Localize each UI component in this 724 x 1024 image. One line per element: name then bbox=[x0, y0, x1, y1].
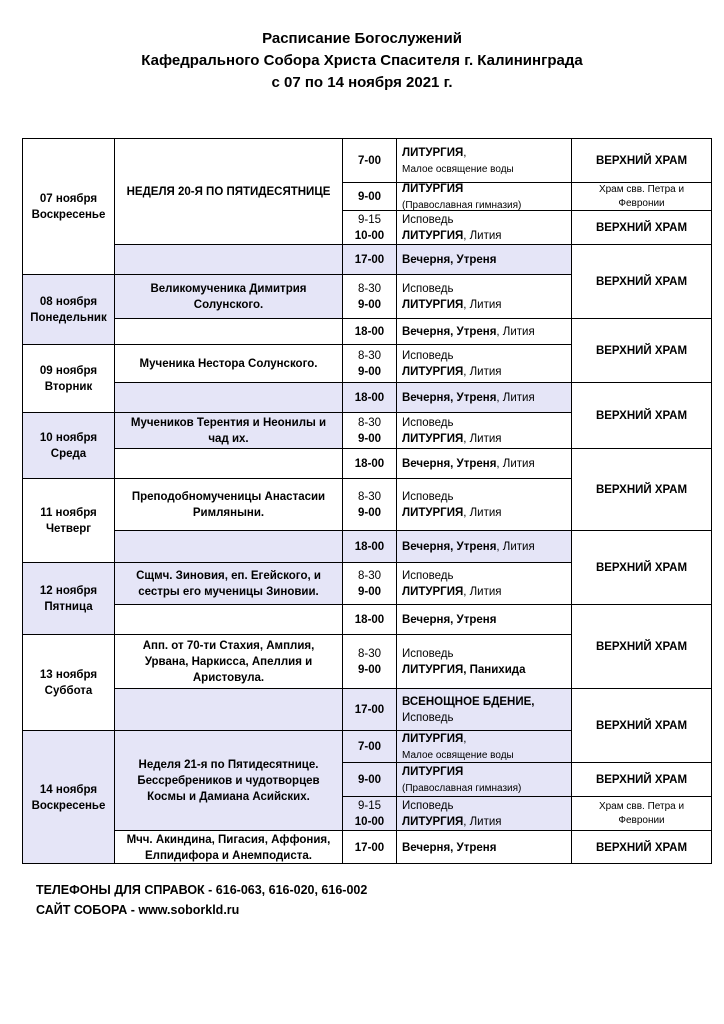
text-line: Космы и Дамиана Асийских. bbox=[147, 790, 310, 803]
service-text: , Лития bbox=[463, 432, 502, 445]
service-text: Исповедь bbox=[402, 213, 454, 226]
time-cell bbox=[342, 318, 396, 344]
service-text: , Лития bbox=[496, 391, 535, 404]
title-line-2: Кафедрального Собора Христа Спасителя г. Калининграда bbox=[141, 52, 583, 69]
text-line: ВЕРХНИЙ ХРАМ bbox=[595, 344, 688, 357]
service-line bbox=[402, 814, 566, 830]
service-line bbox=[402, 798, 566, 814]
service-cell bbox=[396, 688, 571, 730]
time-cell bbox=[342, 762, 396, 796]
text-line: Суббота bbox=[44, 684, 93, 697]
text-line: Солунского. bbox=[193, 298, 264, 311]
place-cell bbox=[571, 182, 711, 210]
text-line: 8-30 bbox=[357, 490, 382, 503]
feast-cell bbox=[114, 344, 342, 382]
time-cell bbox=[342, 830, 396, 864]
text-line: Сщмч. Зиновия, еп. Егейского, и bbox=[136, 569, 321, 582]
text-line: Мученика Нестора Солунского. bbox=[139, 357, 318, 370]
place-cell bbox=[571, 530, 711, 604]
text-line: ВЕРХНИЙ ХРАМ bbox=[595, 409, 688, 422]
service-text: Вечерня, Утреня bbox=[402, 391, 497, 404]
text-line: 18-00 bbox=[354, 325, 385, 338]
service-line bbox=[402, 710, 566, 726]
service-text: Исповедь bbox=[402, 416, 454, 429]
day-cell bbox=[22, 344, 114, 412]
text-line: Храм свв. Петра и bbox=[598, 800, 685, 812]
feast-cell bbox=[114, 382, 342, 412]
text-line: Понедельник bbox=[30, 311, 107, 324]
text-line: Мчч. Акиндина, Пигасия, Аффония, bbox=[126, 833, 331, 846]
feast-cell bbox=[114, 478, 342, 530]
service-text: ЛИТУРГИЯ bbox=[402, 298, 464, 311]
service-line bbox=[402, 764, 566, 780]
feast-cell bbox=[114, 634, 342, 688]
feast-cell bbox=[114, 604, 342, 634]
text-line: Аристовула. bbox=[192, 671, 265, 684]
service-cell bbox=[396, 796, 571, 830]
service-text: , bbox=[463, 732, 467, 745]
time-cell bbox=[342, 448, 396, 478]
time-cell bbox=[342, 634, 396, 688]
text-line: 10 ноября bbox=[39, 431, 98, 444]
text-line: 7-00 bbox=[357, 740, 382, 753]
text-line: 17-00 bbox=[354, 841, 385, 854]
service-text: , Лития bbox=[496, 457, 535, 470]
service-text: Вечерня, Утреня bbox=[402, 613, 497, 626]
time-cell bbox=[342, 530, 396, 562]
text-line: 8-30 bbox=[357, 647, 382, 660]
place-cell bbox=[571, 830, 711, 864]
day-cell bbox=[22, 634, 114, 730]
service-line bbox=[402, 212, 566, 228]
place-cell bbox=[571, 138, 711, 182]
service-text: Исповедь bbox=[402, 490, 454, 503]
service-text: Малое освящение воды bbox=[402, 163, 514, 175]
text-line: ВЕРХНИЙ ХРАМ bbox=[595, 221, 688, 234]
text-line: Неделя 21-я по Пятидесятнице. bbox=[138, 758, 319, 771]
time-cell bbox=[342, 796, 396, 830]
text-line: ВЕРХНИЙ ХРАМ bbox=[595, 154, 688, 167]
service-text: ЛИТУРГИЯ bbox=[402, 229, 464, 242]
footer bbox=[36, 880, 367, 920]
service-line bbox=[402, 348, 566, 364]
text-line: Воскресенье bbox=[31, 208, 106, 221]
time-cell bbox=[342, 412, 396, 448]
place-cell bbox=[571, 210, 711, 244]
service-line bbox=[402, 390, 566, 406]
place-cell bbox=[571, 382, 711, 448]
time-cell bbox=[342, 182, 396, 210]
service-text: Исповедь bbox=[402, 711, 454, 724]
text-line: ВЕРХНИЙ ХРАМ bbox=[595, 719, 688, 732]
text-line: Пятница bbox=[44, 600, 93, 613]
text-line: Четверг bbox=[45, 522, 92, 535]
service-line bbox=[402, 568, 566, 584]
service-text: Малое освящение воды bbox=[402, 749, 514, 761]
feast-cell bbox=[114, 138, 342, 244]
day-cell bbox=[22, 478, 114, 562]
page-title bbox=[0, 28, 724, 94]
text-line: 10-00 bbox=[354, 815, 385, 828]
service-text: , Лития bbox=[463, 815, 502, 828]
text-line: 8-30 bbox=[357, 282, 382, 295]
text-line: 7-00 bbox=[357, 154, 382, 167]
text-line: 8-30 bbox=[357, 569, 382, 582]
time-cell bbox=[342, 344, 396, 382]
feast-cell bbox=[114, 244, 342, 274]
time-cell bbox=[342, 604, 396, 634]
text-line: 17-00 bbox=[354, 703, 385, 716]
text-line: 9-00 bbox=[357, 773, 382, 786]
day-cell bbox=[22, 138, 114, 274]
text-line: ВЕРХНИЙ ХРАМ bbox=[595, 841, 688, 854]
text-line: 12 ноября bbox=[39, 584, 98, 597]
service-line bbox=[402, 431, 566, 447]
service-line bbox=[402, 646, 566, 662]
text-line: 11 ноября bbox=[40, 506, 97, 519]
service-line bbox=[402, 252, 566, 268]
text-line: ВЕРХНИЙ ХРАМ bbox=[595, 640, 688, 653]
time-cell bbox=[342, 210, 396, 244]
service-cell bbox=[396, 448, 571, 478]
title-line-1: Расписание Богослужений bbox=[262, 30, 462, 47]
service-cell bbox=[396, 830, 571, 864]
text-line: 9-15 bbox=[357, 213, 382, 226]
service-text: ЛИТУРГИЯ bbox=[402, 506, 464, 519]
service-line bbox=[402, 228, 566, 244]
text-line: ВЕРХНИЙ ХРАМ bbox=[595, 773, 688, 786]
service-text: (Православная гимназия) bbox=[402, 782, 522, 794]
time-cell bbox=[342, 478, 396, 530]
service-text: , Лития bbox=[463, 365, 502, 378]
text-line: 9-00 bbox=[357, 432, 382, 445]
service-text: , Лития bbox=[463, 585, 502, 598]
service-cell bbox=[396, 730, 571, 762]
text-line: 08 ноября bbox=[39, 295, 98, 308]
text-line: Вторник bbox=[44, 380, 93, 393]
place-cell bbox=[571, 244, 711, 318]
service-cell bbox=[396, 634, 571, 688]
service-line bbox=[402, 456, 566, 472]
feast-cell bbox=[114, 448, 342, 478]
feast-cell bbox=[114, 730, 342, 830]
service-text: Вечерня, Утреня bbox=[402, 540, 497, 553]
service-text: ЛИТУРГИЯ bbox=[402, 732, 464, 745]
service-text: Исповедь bbox=[402, 647, 454, 660]
service-line bbox=[402, 197, 566, 211]
time-cell bbox=[342, 138, 396, 182]
service-text: ЛИТУРГИЯ bbox=[402, 585, 464, 598]
service-line bbox=[402, 662, 566, 678]
text-line: 14 ноября bbox=[39, 783, 98, 796]
service-text: ЛИТУРГИЯ bbox=[402, 365, 464, 378]
text-line: 9-00 bbox=[357, 190, 382, 203]
service-text: Исповедь bbox=[402, 799, 454, 812]
service-cell bbox=[396, 210, 571, 244]
footer-site: САЙТ СОБОРА - www.soborkld.ru bbox=[36, 903, 240, 917]
title-line-3: с 07 по 14 ноября 2021 г. bbox=[271, 74, 453, 91]
text-line: 09 ноября bbox=[39, 364, 98, 377]
text-line: НЕДЕЛЯ 20-Я ПО ПЯТИДЕСЯТНИЦЕ bbox=[126, 185, 331, 198]
time-cell bbox=[342, 382, 396, 412]
text-line: Воскресенье bbox=[31, 799, 106, 812]
service-line bbox=[402, 415, 566, 431]
service-line bbox=[402, 281, 566, 297]
service-line bbox=[402, 145, 566, 161]
table-border-bottom bbox=[22, 863, 712, 864]
service-cell bbox=[396, 138, 571, 182]
time-cell bbox=[342, 244, 396, 274]
table-border-right bbox=[711, 138, 712, 864]
text-line: Среда bbox=[50, 447, 87, 460]
place-cell bbox=[571, 318, 711, 382]
service-text: ЛИТУРГИЯ bbox=[402, 765, 464, 778]
place-cell bbox=[571, 688, 711, 762]
text-line: сестры его мученицы Зиновии. bbox=[138, 585, 319, 598]
place-cell bbox=[571, 796, 711, 830]
text-line: Великомученика Димитрия bbox=[150, 282, 307, 295]
feast-cell bbox=[114, 318, 342, 344]
text-line: 10-00 bbox=[354, 229, 385, 242]
service-text: ЛИТУРГИЯ bbox=[402, 432, 464, 445]
service-text: Исповедь bbox=[402, 569, 454, 582]
text-line: ВЕРХНИЙ ХРАМ bbox=[595, 483, 688, 496]
feast-cell bbox=[114, 412, 342, 448]
service-text: (Православная гимназия) bbox=[402, 199, 522, 210]
text-line: Римляныни. bbox=[192, 506, 265, 519]
service-text: ЛИТУРГИЯ bbox=[402, 815, 464, 828]
text-line: 9-00 bbox=[357, 506, 382, 519]
service-cell bbox=[396, 182, 571, 210]
service-line bbox=[402, 324, 566, 340]
text-line: ВЕРХНИЙ ХРАМ bbox=[595, 275, 688, 288]
day-cell bbox=[22, 562, 114, 634]
time-cell bbox=[342, 730, 396, 762]
place-cell bbox=[571, 448, 711, 530]
service-text: Вечерня, Утреня bbox=[402, 325, 497, 338]
time-cell bbox=[342, 562, 396, 604]
service-line bbox=[402, 297, 566, 313]
service-text: Исповедь bbox=[402, 282, 454, 295]
text-line: Мучеников Терентия и Неонилы и bbox=[130, 416, 327, 429]
service-text: Вечерня, Утреня bbox=[402, 457, 497, 470]
text-line: 18-00 bbox=[354, 540, 385, 553]
service-line bbox=[402, 840, 566, 856]
place-cell bbox=[571, 604, 711, 688]
service-text: ВСЕНОЩНОЕ БДЕНИЕ, bbox=[402, 695, 535, 708]
text-line: 13 ноября bbox=[39, 668, 98, 681]
service-text: , Лития bbox=[496, 325, 535, 338]
service-text: ЛИТУРГИЯ bbox=[402, 182, 464, 195]
feast-cell bbox=[114, 530, 342, 562]
service-line bbox=[402, 489, 566, 505]
day-cell bbox=[22, 274, 114, 344]
service-line bbox=[402, 505, 566, 521]
service-cell bbox=[396, 344, 571, 382]
text-line: 9-00 bbox=[357, 585, 382, 598]
footer-phones: ТЕЛЕФОНЫ ДЛЯ СПРАВОК - 616-063, 616-020, 616-002 bbox=[36, 883, 368, 897]
text-line: 18-00 bbox=[354, 457, 385, 470]
service-cell bbox=[396, 562, 571, 604]
text-line: 9-00 bbox=[357, 298, 382, 311]
service-text: , bbox=[463, 146, 467, 159]
time-cell bbox=[342, 274, 396, 318]
service-line bbox=[402, 182, 566, 197]
day-cell bbox=[22, 412, 114, 478]
text-line: Храм свв. Петра и bbox=[598, 183, 685, 195]
service-line bbox=[402, 694, 566, 710]
service-text: Вечерня, Утреня bbox=[402, 841, 497, 854]
service-line bbox=[402, 161, 566, 177]
feast-cell bbox=[114, 274, 342, 318]
text-line: 17-00 bbox=[354, 253, 385, 266]
service-text: Исповедь bbox=[402, 349, 454, 362]
text-line: 8-30 bbox=[357, 349, 382, 362]
text-line: Февронии bbox=[618, 814, 665, 826]
service-text: , Лития bbox=[463, 298, 502, 311]
text-line: 07 ноября bbox=[39, 192, 98, 205]
text-line: 18-00 bbox=[354, 391, 385, 404]
service-text: , Лития bbox=[496, 540, 535, 553]
text-line: 9-00 bbox=[357, 365, 382, 378]
text-line: 8-30 bbox=[357, 416, 382, 429]
text-line: ВЕРХНИЙ ХРАМ bbox=[595, 561, 688, 574]
text-line: Бессребреников и чудотворцев bbox=[137, 774, 320, 787]
service-cell bbox=[396, 244, 571, 274]
service-text: ЛИТУРГИЯ bbox=[402, 146, 464, 159]
service-text: , Лития bbox=[463, 506, 502, 519]
service-line bbox=[402, 584, 566, 600]
service-cell bbox=[396, 762, 571, 796]
service-line bbox=[402, 747, 566, 763]
feast-cell bbox=[114, 688, 342, 730]
service-text: , Лития bbox=[463, 229, 502, 242]
service-cell bbox=[396, 382, 571, 412]
service-cell bbox=[396, 412, 571, 448]
service-cell bbox=[396, 478, 571, 530]
time-cell bbox=[342, 688, 396, 730]
text-line: Февронии bbox=[618, 197, 665, 209]
service-cell bbox=[396, 274, 571, 318]
service-cell bbox=[396, 604, 571, 634]
service-line bbox=[402, 364, 566, 380]
service-line bbox=[402, 780, 566, 796]
text-line: Преподобномученицы Анастасии bbox=[131, 490, 326, 503]
feast-cell bbox=[114, 562, 342, 604]
place-cell bbox=[571, 762, 711, 796]
service-line bbox=[402, 612, 566, 628]
text-line: чад их. bbox=[208, 432, 249, 445]
feast-cell bbox=[114, 830, 342, 864]
text-line: 9-00 bbox=[357, 663, 382, 676]
text-line: Апп. от 70-ти Стахия, Амплия, bbox=[142, 639, 315, 652]
service-line bbox=[402, 731, 566, 747]
service-text: ЛИТУРГИЯ, Панихида bbox=[402, 663, 526, 676]
service-line bbox=[402, 539, 566, 555]
service-cell bbox=[396, 318, 571, 344]
service-text: Вечерня, Утреня bbox=[402, 253, 497, 266]
text-line: 18-00 bbox=[354, 613, 385, 626]
text-line: Урвана, Наркисса, Апеллия и bbox=[144, 655, 313, 668]
day-cell bbox=[22, 730, 114, 864]
text-line: 9-15 bbox=[357, 799, 382, 812]
text-line: Елпидифора и Анемподиста. bbox=[145, 849, 312, 862]
service-cell bbox=[396, 530, 571, 562]
